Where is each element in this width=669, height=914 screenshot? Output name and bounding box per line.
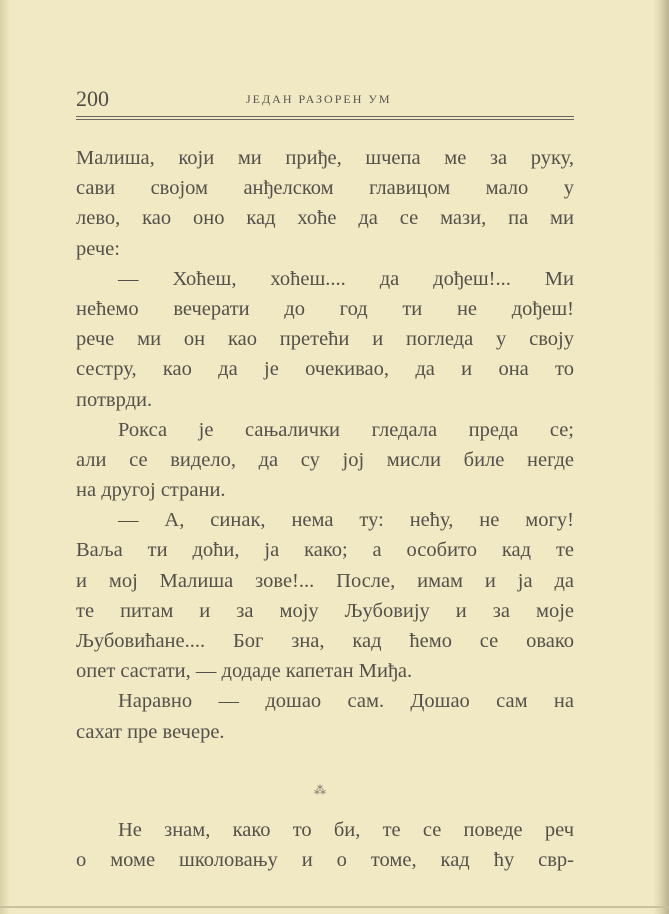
text-line: нећемо вечерати до год ти не дођеш! [76,297,574,320]
text-line: и мој Малиша зове!... После, имам и ја да [76,569,574,592]
text-line: Малиша, који ми приђе, шчепа ме за руку, [76,147,574,169]
text-line: рече: [76,237,120,260]
running-title: ЈЕДАН РАЗОРЕН УМ [246,92,392,106]
text-line: Наравно — дошао сам. Дошао сам на [118,690,574,713]
section-ornament: ⁂ [314,783,326,797]
text-line: Не знам, како то би, те се поведе реч [118,819,574,841]
text-line: опет састати, — додаде капетан Миђа. [76,660,413,683]
text-line: Ваља ти доћи, ја како; а особито кад те [76,539,574,562]
text-line: али се видело, да су јој мисли биле негде [76,448,574,471]
header-rule-top [76,116,574,117]
text-line: — Хоћеш, хоћеш.... да дођеш!... Ми [118,267,574,290]
page-edge-right [653,0,669,914]
text-line: о моме школовању и о томе, кад ћу свр- [76,849,574,872]
text-line: потврди. [76,388,153,411]
text-line: Рокса је сањалички гледала преда се; [118,418,574,441]
text-line: — А, синак, нема ту: нећу, не могу! [118,509,574,532]
text-line: сахат пре вечере. [76,720,225,743]
header-rule-bottom [76,119,574,120]
page-bottom-edge [0,906,669,908]
running-header [76,86,574,112]
text-line: рече ми он као претећи и погледа у своју [76,328,574,351]
body-text-continued [76,815,574,875]
text-line: Љубовићане.... Бог зна, кад ћемо се овако [76,630,574,652]
text-line: лево, као оно кад хоће да се мази, па ми [76,207,574,230]
text-line: сестру, као да је очекивао, да и она то [76,358,574,381]
body-text [76,143,574,747]
text-line: на другој страни. [76,479,226,502]
page-number: 200 [76,86,109,111]
text-line: сави својом анђелском главицом мало у [76,177,574,200]
page-edge-left [0,0,10,914]
text-line: те питам и за моју Љубовију и за моје [76,599,574,622]
